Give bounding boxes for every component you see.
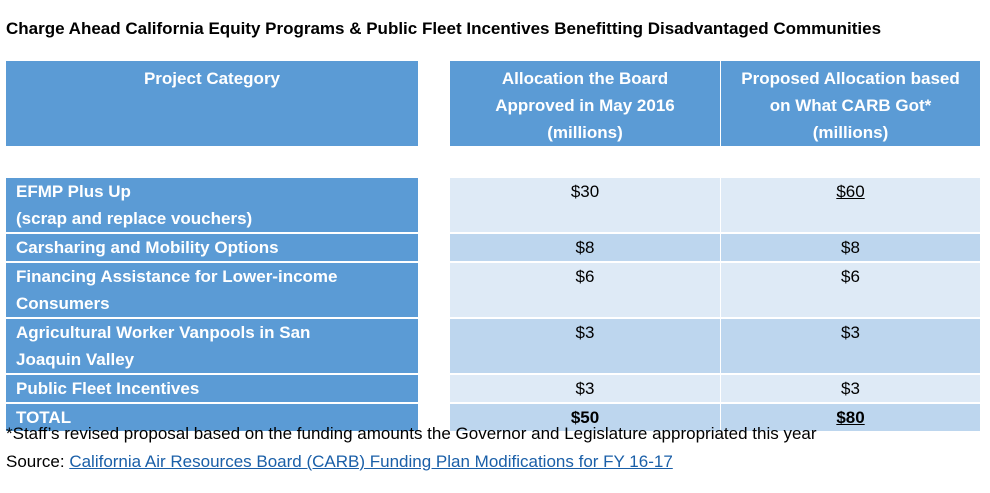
table-row xyxy=(6,232,980,261)
row-label: EFMP Plus Up (scrap and replace vouchers) xyxy=(6,176,418,232)
header-project-category: Project Category xyxy=(6,61,418,146)
table-header-row xyxy=(6,61,980,146)
table-row xyxy=(6,317,980,373)
footnote: *Staff’s revised proposal based on the funding amounts the Governor and Legislature appropriated this year xyxy=(6,424,817,443)
table-title: Charge Ahead California Equity Programs & Public Fleet Incentives Benefitting Disadvantaged Communities xyxy=(6,19,882,38)
row-label: Financing Assistance for Lower-income Consumers xyxy=(6,261,418,317)
proposed-value: $60 xyxy=(721,176,980,232)
approved-value: $8 xyxy=(450,232,721,261)
table-row xyxy=(6,261,980,317)
proposed-value: $6 xyxy=(721,261,980,317)
total-label: TOTAL xyxy=(6,402,418,431)
approved-value: $6 xyxy=(450,261,721,317)
header-proposed-allocation: Proposed Allocation based on What CARB Got* (millions) xyxy=(721,61,980,146)
header-approved-allocation: Allocation the Board Approved in May 2016 (millions) xyxy=(450,61,721,146)
table-row xyxy=(6,176,980,232)
row-label: Carsharing and Mobility Options xyxy=(6,232,418,261)
approved-value: $30 xyxy=(450,176,721,232)
proposed-value: $3 xyxy=(721,317,980,373)
source-prefix: Source: xyxy=(6,452,70,471)
source-line xyxy=(6,452,673,472)
approved-value: $3 xyxy=(450,373,721,402)
row-label: Public Fleet Incentives xyxy=(6,373,418,402)
approved-value: $3 xyxy=(450,317,721,373)
proposed-value: $8 xyxy=(721,232,980,261)
proposed-value: $3 xyxy=(721,373,980,402)
approved-total: $50 xyxy=(450,402,721,431)
source-link[interactable]: California Air Resources Board (CARB) Funding Plan Modifications for FY 16-17 xyxy=(69,452,673,471)
proposed-total: $80 xyxy=(721,402,980,431)
row-label: Agricultural Worker Vanpools in San Joaquin Valley xyxy=(6,317,418,373)
table-row xyxy=(6,373,980,402)
allocation-table xyxy=(6,61,980,431)
